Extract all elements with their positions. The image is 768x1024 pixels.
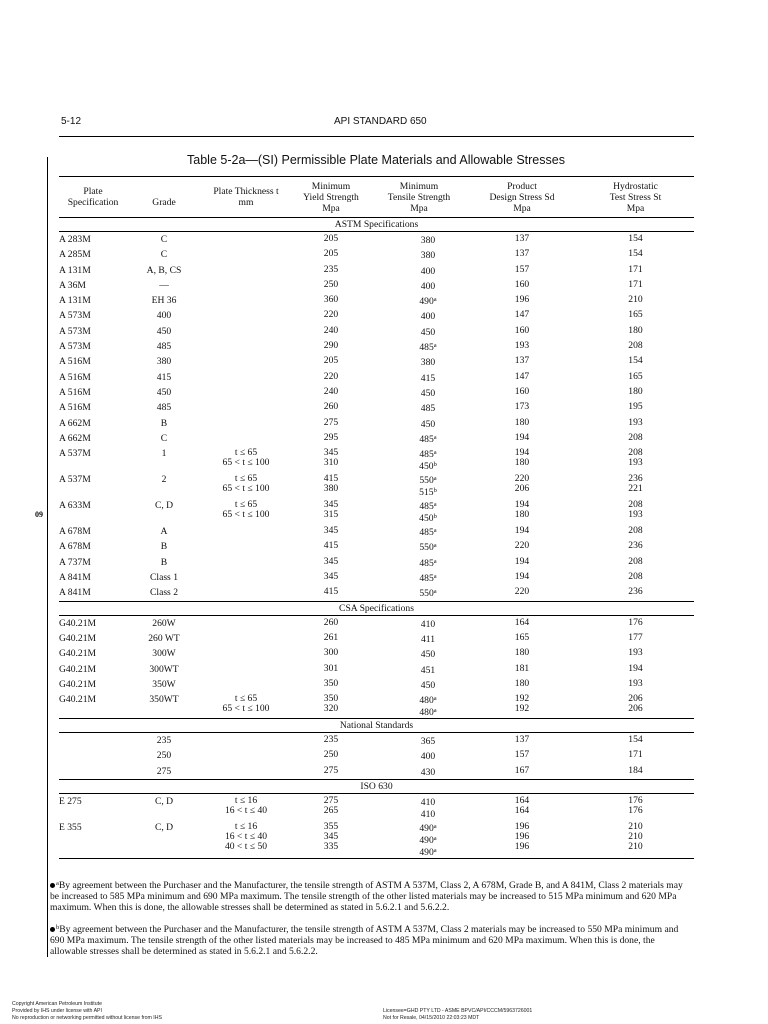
- cell-yield: 415 380: [323, 473, 339, 495]
- table-row: [59, 385, 694, 400]
- cell-thickness: [201, 541, 291, 554]
- cell-thickness: [201, 750, 291, 763]
- cell-test-stress: 177: [628, 631, 643, 643]
- cell-yield: 415: [323, 540, 339, 552]
- cell-spec: A 537M: [59, 448, 91, 460]
- cell-test-stress: 236 221: [628, 473, 643, 495]
- cell-thickness: [201, 387, 291, 400]
- cell-yield: 250: [323, 749, 339, 761]
- cell-test-stress: 193: [628, 647, 643, 659]
- cell-test-stress: 176 176: [628, 795, 643, 817]
- cell-tensile: 485$^a$ 450$^b$: [419, 501, 437, 525]
- cell-design-stress: 180: [514, 647, 530, 659]
- cell-tensile: 380: [420, 250, 436, 262]
- cell-spec: A 283M: [59, 234, 91, 245]
- cell-yield: 205: [323, 355, 339, 367]
- col-header-test-stress: Hydrostatic Test Stress St Mpa: [609, 180, 662, 214]
- table-row: [59, 370, 694, 385]
- page-number: 5-12: [61, 116, 82, 127]
- table-row: [59, 400, 694, 415]
- cell-thickness: [201, 234, 291, 247]
- cell-grade: A: [160, 526, 168, 538]
- cell-tensile: 485$^a$: [419, 557, 437, 569]
- table-row: [59, 524, 694, 539]
- cell-thickness: t ≤ 65 65 < t ≤ 100: [222, 499, 270, 521]
- cell-spec: A 516M: [59, 371, 91, 383]
- cell-yield: 205: [323, 248, 339, 260]
- cell-tensile: 400: [420, 751, 436, 763]
- cell-design-stress: 194 180: [514, 447, 530, 469]
- cell-test-stress: 193: [628, 416, 643, 428]
- cell-spec: A 573M: [59, 325, 91, 337]
- cell-test-stress: 154: [628, 233, 643, 244]
- cell-tensile: 380: [420, 235, 436, 246]
- cell-design-stress: 194: [514, 555, 530, 567]
- cell-yield: 355 345 335: [323, 821, 339, 853]
- cell-spec: A 516M: [59, 356, 91, 368]
- cell-thickness: [201, 280, 291, 293]
- header-rule: [59, 136, 694, 137]
- cell-grade: Class 1: [150, 572, 178, 584]
- cell-design-stress: 164: [514, 616, 530, 628]
- table-row: [59, 354, 694, 369]
- cell-design-stress: 167: [514, 764, 530, 776]
- cell-yield: 345: [323, 571, 339, 583]
- cell-spec: A 36M: [59, 279, 86, 291]
- cell-yield: 290: [323, 340, 339, 352]
- cell-grade: 350W: [152, 678, 176, 690]
- cell-test-stress: 194: [628, 662, 643, 674]
- cell-design-stress: 192 192: [514, 693, 530, 715]
- cell-thickness: [201, 341, 291, 354]
- table-row: [59, 232, 694, 247]
- cell-test-stress: 180: [628, 385, 643, 397]
- cell-thickness: [201, 618, 291, 631]
- cell-test-stress: 154: [628, 248, 643, 260]
- cell-design-stress: 160: [514, 278, 530, 290]
- cell-thickness: [201, 557, 291, 570]
- cell-yield: 360: [323, 294, 339, 306]
- cell-spec: G40.21M: [59, 663, 97, 675]
- cell-tensile: 485$^a$: [419, 573, 437, 585]
- cell-grade: 260W: [152, 617, 176, 629]
- table-row: [59, 472, 694, 498]
- cell-grade: EH 36: [151, 295, 177, 307]
- cell-yield: 345: [323, 525, 339, 537]
- cell-grade: B: [160, 417, 168, 429]
- cell-grade: 2: [161, 474, 167, 486]
- cell-design-stress: 194 180: [514, 499, 530, 521]
- cell-spec: A 678M: [59, 526, 91, 538]
- cell-grade: 485: [156, 402, 172, 414]
- cell-tensile: 490$^a$: [419, 296, 437, 308]
- cell-spec: A 285M: [59, 249, 91, 261]
- cell-tensile: 411: [420, 633, 436, 645]
- cell-design-stress: 157: [514, 749, 530, 761]
- table-row: [59, 692, 694, 718]
- cell-design-stress: 173: [514, 401, 530, 413]
- cell-test-stress: 208 193: [628, 499, 643, 521]
- cell-design-stress: 180: [514, 416, 530, 428]
- cell-test-stress: 208: [628, 431, 643, 443]
- cell-design-stress: 137: [514, 233, 530, 244]
- cell-spec: G40.21M: [59, 694, 97, 706]
- table-row: [59, 764, 694, 779]
- col-header-yield: Minimum Yield Strength Mpa: [303, 180, 359, 214]
- cell-test-stress: 176: [628, 616, 643, 628]
- cell-spec: A 662M: [59, 417, 91, 429]
- cell-grade: 250: [156, 750, 172, 762]
- table-row: [59, 555, 694, 570]
- cell-tensile: 365: [420, 736, 436, 748]
- table-row: [59, 263, 694, 278]
- section-header: CSA Specifications: [59, 601, 694, 616]
- cell-yield: 345: [323, 555, 339, 567]
- table-row: [59, 820, 694, 858]
- cell-spec: E 355: [59, 822, 82, 834]
- cell-yield: 235: [323, 734, 339, 746]
- footer-copyright: Copyright American Petroleum Institute Provided by IHS under license with API No reproduction or networking permitted without license from IHS: [12, 1001, 162, 1021]
- cell-thickness: [201, 418, 291, 431]
- cell-yield: 295: [323, 431, 339, 443]
- cell-grade: A, B, CS: [146, 264, 182, 276]
- cell-spec: G40.21M: [59, 617, 97, 629]
- col-header-thickness: Plate Thickness t mm: [213, 186, 279, 208]
- cell-thickness: [201, 664, 291, 677]
- cell-thickness: [201, 356, 291, 369]
- column-headers: [59, 176, 694, 217]
- cell-test-stress: 210: [628, 294, 643, 306]
- cell-grade: 1: [161, 448, 167, 460]
- cell-spec: A 573M: [59, 310, 91, 322]
- cell-yield: 220: [323, 309, 339, 321]
- table-row: [59, 646, 694, 661]
- table-row: [59, 733, 694, 748]
- cell-design-stress: 220 206: [514, 473, 530, 495]
- cell-tensile: 450: [420, 326, 436, 338]
- cell-tensile: 451: [420, 664, 436, 676]
- cell-design-stress: 165: [514, 631, 530, 643]
- cell-design-stress: 164 164: [514, 795, 530, 817]
- cell-grade: 350WT: [149, 694, 179, 706]
- cell-yield: 205: [323, 233, 339, 244]
- table-row: [59, 446, 694, 472]
- cell-thickness: [201, 526, 291, 539]
- cell-yield: 250: [323, 278, 339, 290]
- cell-grade: 235: [156, 735, 172, 747]
- cell-spec: E 275: [59, 796, 82, 808]
- cell-test-stress: 236: [628, 540, 643, 552]
- cell-grade: B: [160, 556, 168, 568]
- table-row: [59, 308, 694, 323]
- cell-test-stress: 210 210 210: [628, 821, 643, 853]
- cell-thickness: [201, 572, 291, 585]
- table-row: [59, 539, 694, 554]
- cell-test-stress: 171: [628, 278, 643, 290]
- cell-thickness: [201, 587, 291, 600]
- cell-spec: G40.21M: [59, 678, 97, 690]
- cell-tensile: 415: [420, 372, 436, 384]
- bullet-icon: [50, 883, 55, 888]
- cell-yield: 261: [323, 631, 339, 643]
- cell-tensile: 485$^a$: [419, 433, 437, 445]
- stress-table: [59, 176, 694, 859]
- table-end-rule: [59, 858, 694, 859]
- cell-test-stress: 171: [628, 749, 643, 761]
- cell-tensile: 450: [420, 387, 436, 399]
- cell-design-stress: 193: [514, 340, 530, 352]
- table-row: [59, 748, 694, 763]
- cell-design-stress: 220: [514, 586, 530, 598]
- footnote-a: $^a$By agreement between the Purchaser and the Manufacturer, the tensile strength of ASTM A 537M, Class 2, A 678M, Grade B, and A 841M, Class 2 materials may be increased to 585 MPa minimum and 690 MPa maximum. The tensile strength of the other listed materials may be increased to 515 MPa minimum and 620 MPa maximum. When this is done, the allowable stresses shall be determined as stated in 5.6.2.1 and 5.6.2.2.: [50, 880, 683, 913]
- cell-test-stress: 208: [628, 340, 643, 352]
- cell-grade: 300W: [152, 648, 176, 660]
- cell-grade: C: [160, 432, 168, 444]
- cell-yield: 300: [323, 647, 339, 659]
- cell-design-stress: 194: [514, 571, 530, 583]
- cell-design-stress: 194: [514, 525, 530, 537]
- cell-yield: 275 265: [323, 795, 339, 817]
- revision-marker: 09: [35, 510, 43, 519]
- cell-yield: 275: [323, 416, 339, 428]
- cell-thickness: t ≤ 16 16 < t ≤ 40 40 < t ≤ 50: [224, 821, 268, 853]
- cell-test-stress: 184: [628, 764, 643, 776]
- cell-grade: C, D: [154, 500, 174, 512]
- cell-yield: 275: [323, 764, 339, 776]
- cell-test-stress: 180: [628, 324, 643, 336]
- cell-spec: A 131M: [59, 264, 91, 276]
- cell-spec: G40.21M: [59, 648, 97, 660]
- cell-tensile: 430: [420, 766, 436, 778]
- table-row: [59, 498, 694, 524]
- cell-grade: Class 2: [150, 587, 178, 599]
- section-header: ASTM Specifications: [59, 217, 694, 232]
- table-row: [59, 293, 694, 308]
- cell-spec: A 737M: [59, 556, 91, 568]
- table-title: Table 5-2a—(SI) Permissible Plate Materials and Allowable Stresses: [187, 153, 565, 167]
- cell-thickness: [201, 402, 291, 415]
- table-row: [59, 677, 694, 692]
- cell-yield: 345 315: [323, 499, 339, 521]
- cell-spec: A 131M: [59, 295, 91, 307]
- cell-tensile: 485$^a$: [419, 527, 437, 539]
- cell-grade: 450: [156, 386, 172, 398]
- cell-spec: A 841M: [59, 572, 91, 584]
- cell-grade: 380: [156, 356, 172, 368]
- cell-thickness: [201, 433, 291, 446]
- section-header: ISO 630: [59, 779, 694, 794]
- cell-tensile: 490$^a$ 490$^a$ 490$^a$: [419, 823, 437, 859]
- cell-grade: C: [160, 234, 168, 245]
- cell-tensile: 400: [420, 280, 436, 292]
- cell-spec: A 678M: [59, 541, 91, 553]
- footer-license: Licensee=GHD PTY LTD - ASME BPVC/API/CCCM/5963726001 Not for Resale, 04/15/2010 22:03:23 MDT: [383, 1008, 533, 1021]
- cell-spec: A 516M: [59, 386, 91, 398]
- cell-thickness: [201, 265, 291, 278]
- cell-test-stress: 165: [628, 309, 643, 321]
- cell-grade: —: [159, 279, 169, 291]
- cell-design-stress: 137: [514, 248, 530, 260]
- cell-test-stress: 154: [628, 355, 643, 367]
- table-row: [59, 662, 694, 677]
- cell-test-stress: 171: [628, 263, 643, 275]
- cell-design-stress: 220: [514, 540, 530, 552]
- cell-spec: G40.21M: [59, 632, 97, 644]
- table-row: [59, 585, 694, 600]
- cell-design-stress: 147: [514, 370, 530, 382]
- standard-title: API STANDARD 650: [334, 116, 427, 127]
- cell-thickness: [201, 326, 291, 339]
- cell-yield: 235: [323, 263, 339, 275]
- col-header-spec: Plate Specification: [67, 186, 119, 208]
- cell-grade: 400: [156, 310, 172, 322]
- cell-thickness: [201, 735, 291, 748]
- table-row: [59, 616, 694, 631]
- table-row: [59, 278, 694, 293]
- cell-spec: A 662M: [59, 432, 91, 444]
- cell-design-stress: 137: [514, 355, 530, 367]
- cell-tensile: 450: [420, 679, 436, 691]
- cell-thickness: [201, 249, 291, 262]
- cell-yield: 345 310: [323, 447, 339, 469]
- table-row: [59, 416, 694, 431]
- cell-test-stress: 208: [628, 555, 643, 567]
- cell-yield: 260: [323, 616, 339, 628]
- cell-thickness: t ≤ 65 65 < t ≤ 100: [222, 473, 270, 495]
- cell-design-stress: 180: [514, 677, 530, 689]
- change-bar: [47, 157, 48, 957]
- cell-design-stress: 157: [514, 263, 530, 275]
- cell-grade: C, D: [154, 796, 174, 808]
- cell-spec: A 537M: [59, 474, 91, 486]
- cell-tensile: 410: [420, 618, 436, 630]
- cell-tensile: 410 410: [420, 797, 436, 821]
- cell-thickness: t ≤ 65 65 < t ≤ 100: [222, 693, 270, 715]
- cell-test-stress: 195: [628, 401, 643, 413]
- table-row: [59, 339, 694, 354]
- cell-design-stress: 160: [514, 385, 530, 397]
- table-row: [59, 631, 694, 646]
- col-header-tensile: Minimum Tensile Strength Mpa: [387, 180, 451, 214]
- cell-tensile: 550$^a$: [419, 542, 437, 554]
- cell-grade: 275: [156, 765, 172, 777]
- cell-design-stress: 196 196 196: [514, 821, 530, 853]
- cell-design-stress: 160: [514, 324, 530, 336]
- section-header: National Standards: [59, 718, 694, 733]
- cell-tensile: 450: [420, 418, 436, 430]
- cell-thickness: [201, 648, 291, 661]
- cell-spec: [59, 766, 127, 779]
- col-header-grade: Grade: [152, 197, 176, 208]
- cell-grade: C: [160, 249, 168, 261]
- cell-thickness: [201, 633, 291, 646]
- cell-spec: A 573M: [59, 341, 91, 353]
- cell-yield: 350 320: [323, 693, 339, 715]
- cell-design-stress: 194: [514, 431, 530, 443]
- cell-thickness: [201, 372, 291, 385]
- cell-thickness: [201, 766, 291, 779]
- cell-grade: 260 WT: [148, 632, 180, 644]
- cell-yield: 415: [323, 586, 339, 598]
- cell-thickness: t ≤ 16 16 < t ≤ 40: [224, 795, 268, 817]
- cell-yield: 240: [323, 324, 339, 336]
- cell-spec: A 841M: [59, 587, 91, 599]
- footnote-b: $^b$By agreement between the Purchaser and the Manufacturer, the tensile strength of ASTM A 537M, Class 2 materials may be increased to 550 MPa minimum and 690 MPa maximum. The tensile strength of the other listed materials may be increased to 485 MPa minimum and 620 MPa maximum. When this is done, the allowable stresses shall be determined as stated in 5.6.2.1 and 5.6.2.2.: [50, 924, 679, 957]
- cell-test-stress: 193: [628, 677, 643, 689]
- col-header-design-stress: Product Design Stress Sd Mpa: [489, 180, 555, 214]
- table-row: [59, 794, 694, 820]
- cell-design-stress: 137: [514, 734, 530, 746]
- cell-test-stress: 208 193: [628, 447, 643, 469]
- cell-test-stress: 154: [628, 734, 643, 746]
- cell-design-stress: 147: [514, 309, 530, 321]
- cell-grade: B: [160, 541, 168, 553]
- cell-test-stress: 206 206: [628, 693, 643, 715]
- cell-yield: 350: [323, 677, 339, 689]
- cell-spec: A 516M: [59, 402, 91, 414]
- cell-design-stress: 181: [514, 662, 530, 674]
- bullet-icon: [50, 927, 55, 932]
- cell-design-stress: 196: [514, 294, 530, 306]
- cell-grade: C, D: [154, 822, 174, 834]
- cell-tensile: 400: [420, 265, 436, 277]
- cell-test-stress: 236: [628, 586, 643, 598]
- cell-thickness: [201, 295, 291, 308]
- cell-test-stress: 208: [628, 571, 643, 583]
- cell-grade: 450: [156, 325, 172, 337]
- cell-tensile: 400: [420, 311, 436, 323]
- cell-yield: 240: [323, 385, 339, 397]
- cell-test-stress: 165: [628, 370, 643, 382]
- cell-tensile: 485$^a$ 450$^b$: [419, 449, 437, 473]
- cell-grade: 300WT: [149, 663, 179, 675]
- cell-thickness: [201, 679, 291, 692]
- cell-tensile: 485: [420, 403, 436, 415]
- cell-tensile: 485$^a$: [419, 342, 437, 354]
- cell-spec: A 633M: [59, 500, 91, 512]
- cell-test-stress: 208: [628, 525, 643, 537]
- table-row: [59, 431, 694, 446]
- cell-thickness: [201, 310, 291, 323]
- cell-tensile: 550$^a$: [419, 588, 437, 600]
- cell-grade: 415: [156, 371, 172, 383]
- cell-spec: [59, 750, 127, 763]
- cell-spec: [59, 735, 127, 748]
- table-row: [59, 324, 694, 339]
- cell-tensile: 380: [420, 357, 436, 369]
- table-row: [59, 247, 694, 262]
- cell-tensile: 480$^a$ 480$^a$: [419, 695, 437, 719]
- cell-tensile: 550$^a$ 515$^b$: [419, 475, 437, 499]
- table-row: [59, 570, 694, 585]
- cell-yield: 260: [323, 401, 339, 413]
- cell-yield: 301: [323, 662, 339, 674]
- cell-tensile: 450: [420, 649, 436, 661]
- cell-grade: 485: [156, 341, 172, 353]
- cell-thickness: t ≤ 65 65 < t ≤ 100: [222, 447, 270, 469]
- cell-yield: 220: [323, 370, 339, 382]
